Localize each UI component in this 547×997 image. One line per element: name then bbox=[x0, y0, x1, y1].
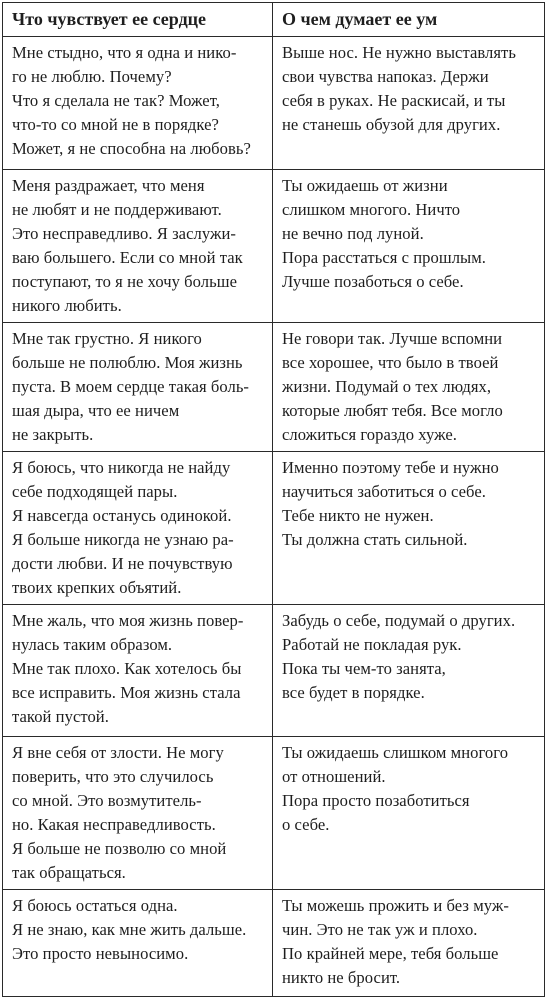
heart-line: шая дыра, что ее ничем bbox=[12, 401, 180, 420]
mind-line: Ты можешь прожить и без муж- bbox=[282, 896, 509, 915]
heart-line: не закрыть. bbox=[12, 425, 94, 444]
mind-line: Ты ожидаешь от жизни bbox=[282, 176, 448, 195]
table-header-row bbox=[3, 3, 545, 37]
heart-line: поверить, что это случилось bbox=[12, 767, 214, 786]
mind-line: Ты должна стать сильной. bbox=[282, 530, 468, 549]
mind-cell bbox=[273, 452, 545, 605]
mind-line: свои чувства напоказ. Держи bbox=[282, 67, 489, 86]
mind-line: Лучше позаботься о себе. bbox=[282, 272, 464, 291]
heart-cell bbox=[3, 170, 273, 323]
mind-line: Пора расстаться с прошлым. bbox=[282, 248, 486, 267]
heart-cell bbox=[3, 605, 273, 737]
table-body bbox=[3, 37, 545, 997]
mind-line: не вечно под луной. bbox=[282, 224, 424, 243]
heart-line: Что я сделала не так? Может, bbox=[12, 91, 220, 110]
header-mind: О чем думает ее ум bbox=[273, 3, 545, 37]
table-row bbox=[3, 170, 545, 323]
mind-line: слишком многого. Ничто bbox=[282, 200, 461, 219]
heart-line: Я боюсь, что никогда не найду bbox=[12, 458, 231, 477]
mind-cell bbox=[273, 170, 545, 323]
mind-line: По крайней мере, тебя больше bbox=[282, 944, 499, 963]
heart-line: Мне жаль, что моя жизнь повер- bbox=[12, 611, 244, 630]
heart-line: Меня раздражает, что меня bbox=[12, 176, 205, 195]
mind-cell bbox=[273, 37, 545, 170]
mind-line: Работай не покладая рук. bbox=[282, 635, 462, 654]
mind-line: все будет в порядке. bbox=[282, 683, 425, 702]
heart-line: никого любить. bbox=[12, 296, 122, 315]
table-row bbox=[3, 37, 545, 170]
heart-line: Мне так плохо. Как хотелось бы bbox=[12, 659, 242, 678]
mind-line: не станешь обузой для других. bbox=[282, 115, 501, 134]
mind-line: Не говори так. Лучше вспомни bbox=[282, 329, 503, 348]
heart-line: дости любви. И не почувствую bbox=[12, 554, 233, 573]
heart-line: Я боюсь остаться одна. bbox=[12, 896, 178, 915]
mind-cell bbox=[273, 323, 545, 452]
table-row bbox=[3, 605, 545, 737]
heart-cell bbox=[3, 37, 273, 170]
heart-line: Мне так грустно. Я никого bbox=[12, 329, 202, 348]
mind-line: никто не бросит. bbox=[282, 968, 401, 987]
heart-line: Я вне себя от злости. Не могу bbox=[12, 743, 224, 762]
heart-line: Я не знаю, как мне жить дальше. bbox=[12, 920, 247, 939]
heart-line: Может, я не способна на любовь? bbox=[12, 139, 251, 158]
heart-line: Я больше никогда не узнаю ра- bbox=[12, 530, 234, 549]
mind-line: научиться заботиться о себе. bbox=[282, 482, 486, 501]
heart-line: Мне стыдно, что я одна и нико- bbox=[12, 43, 237, 62]
heart-line: все исправить. Моя жизнь стала bbox=[12, 683, 241, 702]
mind-cell bbox=[273, 890, 545, 997]
mind-cell bbox=[273, 605, 545, 737]
heart-cell bbox=[3, 452, 273, 605]
table-row bbox=[3, 452, 545, 605]
heart-line: больше не полюблю. Моя жизнь bbox=[12, 353, 243, 372]
mind-line: Выше нос. Не нужно выставлять bbox=[282, 43, 516, 62]
mind-line: все хорошее, что было в твоей bbox=[282, 353, 499, 372]
heart-cell bbox=[3, 890, 273, 997]
mind-line: Забудь о себе, подумай о других. bbox=[282, 611, 516, 630]
header-heart: Что чувствует ее сердце bbox=[3, 3, 273, 37]
heart-line: твоих крепких объятий. bbox=[12, 578, 182, 597]
table-row bbox=[3, 323, 545, 452]
heart-cell bbox=[3, 323, 273, 452]
mind-cell bbox=[273, 737, 545, 890]
heart-line: но. Какая несправедливость. bbox=[12, 815, 216, 834]
mind-line: сложиться гораздо хуже. bbox=[282, 425, 457, 444]
table-row bbox=[3, 737, 545, 890]
heart-cell bbox=[3, 737, 273, 890]
mind-line: Тебе никто не нужен. bbox=[282, 506, 434, 525]
mind-line: чин. Это не так уж и плохо. bbox=[282, 920, 478, 939]
heart-line: со мной. Это возмутитель- bbox=[12, 791, 202, 810]
heart-line: что-то со мной не в порядке? bbox=[12, 115, 219, 134]
heart-line: поступают, то я не хочу больше bbox=[12, 272, 237, 291]
mind-line: жизни. Подумай о тех людях, bbox=[282, 377, 492, 396]
mind-line: от отношений. bbox=[282, 767, 386, 786]
heart-line: нулась таким образом. bbox=[12, 635, 173, 654]
heart-line: пуста. В моем сердце такая боль- bbox=[12, 377, 250, 396]
mind-line: Пока ты чем-то занята, bbox=[282, 659, 446, 678]
heart-line: ваю большего. Если со мной так bbox=[12, 248, 243, 267]
mind-line: себя в руках. Не раскисай, и ты bbox=[282, 91, 506, 110]
heart-line: Я больше не позволю со мной bbox=[12, 839, 227, 858]
heart-line: так обращаться. bbox=[12, 863, 126, 882]
heart-line: Это несправедливо. Я заслужи- bbox=[12, 224, 236, 243]
mind-line: Пора просто позаботиться bbox=[282, 791, 470, 810]
heart-line: такой пустой. bbox=[12, 707, 109, 726]
table-row bbox=[3, 890, 545, 997]
heart-line: Я навсегда останусь одинокой. bbox=[12, 506, 232, 525]
mind-line: о себе. bbox=[282, 815, 330, 834]
heart-mind-table bbox=[2, 2, 545, 997]
heart-line: не любят и не поддерживают. bbox=[12, 200, 222, 219]
mind-line: Ты ожидаешь слишком многого bbox=[282, 743, 509, 762]
mind-line: Именно поэтому тебе и нужно bbox=[282, 458, 499, 477]
heart-line: себе подходящей пары. bbox=[12, 482, 178, 501]
heart-line: Это просто невыносимо. bbox=[12, 944, 189, 963]
mind-line: которые любят тебя. Все могло bbox=[282, 401, 503, 420]
heart-line: го не люблю. Почему? bbox=[12, 67, 172, 86]
